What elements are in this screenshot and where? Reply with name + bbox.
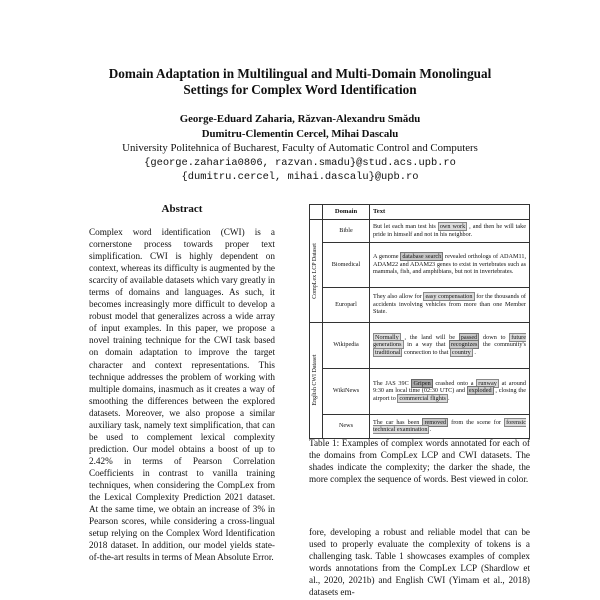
table-row <box>310 287 530 322</box>
abstract-paragraph: Complex word identification (CWI) is a cornerstone process towards proper text simplification. CWI is highly dependent on context, whereas its difficulty is augmented by the scarcity of available datasets which vary greatly in terms of domains and languages. As such, it becomes increasingly more difficult to develop a robust model that generalizes across a wide array of input examples. In this paper, we propose a novel training technique for the CWI task based on domain adaptation to improve the target character and context representations. This technique addresses the problem of working with multiple domains, inasmuch as it creates a way of smoothing the differences between the explored datasets. Moreover, we also propose a similar auxiliary task, namely text simplification, that can be used to complement lexical complexity prediction. Our model obtains a boost of up to 2.42% in terms of Pearson Correlation Coefficients in contrast to vanilla training techniques, when considering the CompLex from the Lexical Complexity Prediction 2021 dataset. At the same time, we obtain an increase of 3% in Pearson scores, while considering a cross-lingual setup relying on the Complex Word Identification 2018 dataset. In addition, our model yields state-of-the-art results in terms of Mean Absolute Error. <box>89 227 275 563</box>
domain-cell: News <box>323 414 370 438</box>
domain-cell: Biomedical <box>323 242 370 287</box>
paper-title <box>60 66 540 98</box>
table-caption: Table 1: Examples of complex words annotated for each of the domains from CompLex LCP and CWI datasets. The shades indicate the complexity; the darker the shade, the more complex the sequence of words. Best viewed in color. <box>309 438 530 485</box>
text-cell: Normally , the land will be passed down to future generations in a way that recognizes the community's traditional connection to that country . <box>370 322 530 368</box>
complex-word: runway <box>478 379 497 387</box>
complex-word: traditional <box>375 348 401 356</box>
table-corner-cell <box>310 205 323 220</box>
text-cell: A genome database search revealed orthologs of ADAM11, ADAM22 and ADAM23 genes to exist in vertebrates such as mammals, fish, and amphibians, but not in invertebrates. <box>370 242 530 287</box>
complex-word: removed <box>424 418 447 426</box>
domain-cell: Wikipedia <box>323 322 370 368</box>
complex-word: own work <box>439 223 466 230</box>
complex-word: Normally <box>375 333 399 341</box>
complex-word: commercial flights <box>399 394 446 402</box>
complex-word: recognizes <box>450 341 478 349</box>
table-row <box>310 242 530 287</box>
domain-cell: Bible <box>323 219 370 242</box>
group-label-complex-lcp <box>310 219 323 322</box>
title-line-2: Settings for Complex Word Identification <box>183 82 417 97</box>
header-text: Text <box>370 205 530 220</box>
abstract-text <box>89 226 275 563</box>
author-block <box>60 112 540 185</box>
authors-line-1: George-Eduard Zaharia, Răzvan-Alexandru Smădu <box>179 113 421 125</box>
email-line-1: {george.zaharia0806, razvan.smadu}@stud.acs.upb.ro <box>144 156 456 169</box>
complex-word: easy compensation <box>425 293 473 301</box>
group-label-text: English CWI Dataset <box>312 354 319 406</box>
authors-line-2: Dumitru-Clementin Cercel, Mihai Dascalu <box>201 127 399 140</box>
group-label-text: CompLex LCP Dataset <box>312 242 319 299</box>
abstract-heading: Abstract <box>161 203 203 215</box>
table-row <box>310 368 530 414</box>
header-domain: Domain <box>323 205 370 220</box>
table-header-row <box>310 205 530 220</box>
complex-word: database search <box>402 253 442 261</box>
table-row <box>310 322 530 368</box>
group-label-english-cwi <box>310 322 323 438</box>
complex-word: Gripen <box>413 379 431 387</box>
text-cell: The JAS 39C Gripen crashed onto a runway at around 9:30 am local time (02:30 UTC) and exploded , closing the airport to commercial flights . <box>370 368 530 414</box>
complex-word: country <box>451 348 471 356</box>
affiliation: University Politehnica of Bucharest, Faculty of Automatic Control and Computers <box>122 142 478 154</box>
text-cell: The car has been removed from the scene for forensic technical examination . <box>370 414 530 438</box>
domain-cell: Europarl <box>323 287 370 322</box>
complex-word: exploded <box>468 387 492 395</box>
text-cell: But let each man test his own work , and then he will take pride in himself and not in his neighbor. <box>370 219 530 242</box>
examples-table <box>309 204 530 439</box>
title-line-1: Domain Adaptation in Multilingual and Multi-Domain Monolingual <box>108 66 492 81</box>
domain-cell: WikiNews <box>323 368 370 414</box>
text-cell: They also allow for easy compensation for the thousands of accidents involving vehicles from more than one Member State. <box>370 287 530 322</box>
complex-word: forensic technical examination <box>373 418 526 434</box>
complex-word: future generations <box>373 333 526 349</box>
table-row <box>310 219 530 242</box>
complex-word: passed <box>460 333 478 341</box>
table-row <box>310 414 530 438</box>
email-line-2: {dumitru.cercel, mihai.dascalu}@upb.ro <box>181 171 419 183</box>
body-paragraph: fore, developing a robust and reliable model that can be used to properly evaluate the complexity of tokens is a challenging task. Table 1 showcases examples of complex words annotations from the CompLex LCP (Shardlow et al., 2020, 2021b) and English CWI (Yimam et al., 2018) datasets em- <box>309 527 530 598</box>
